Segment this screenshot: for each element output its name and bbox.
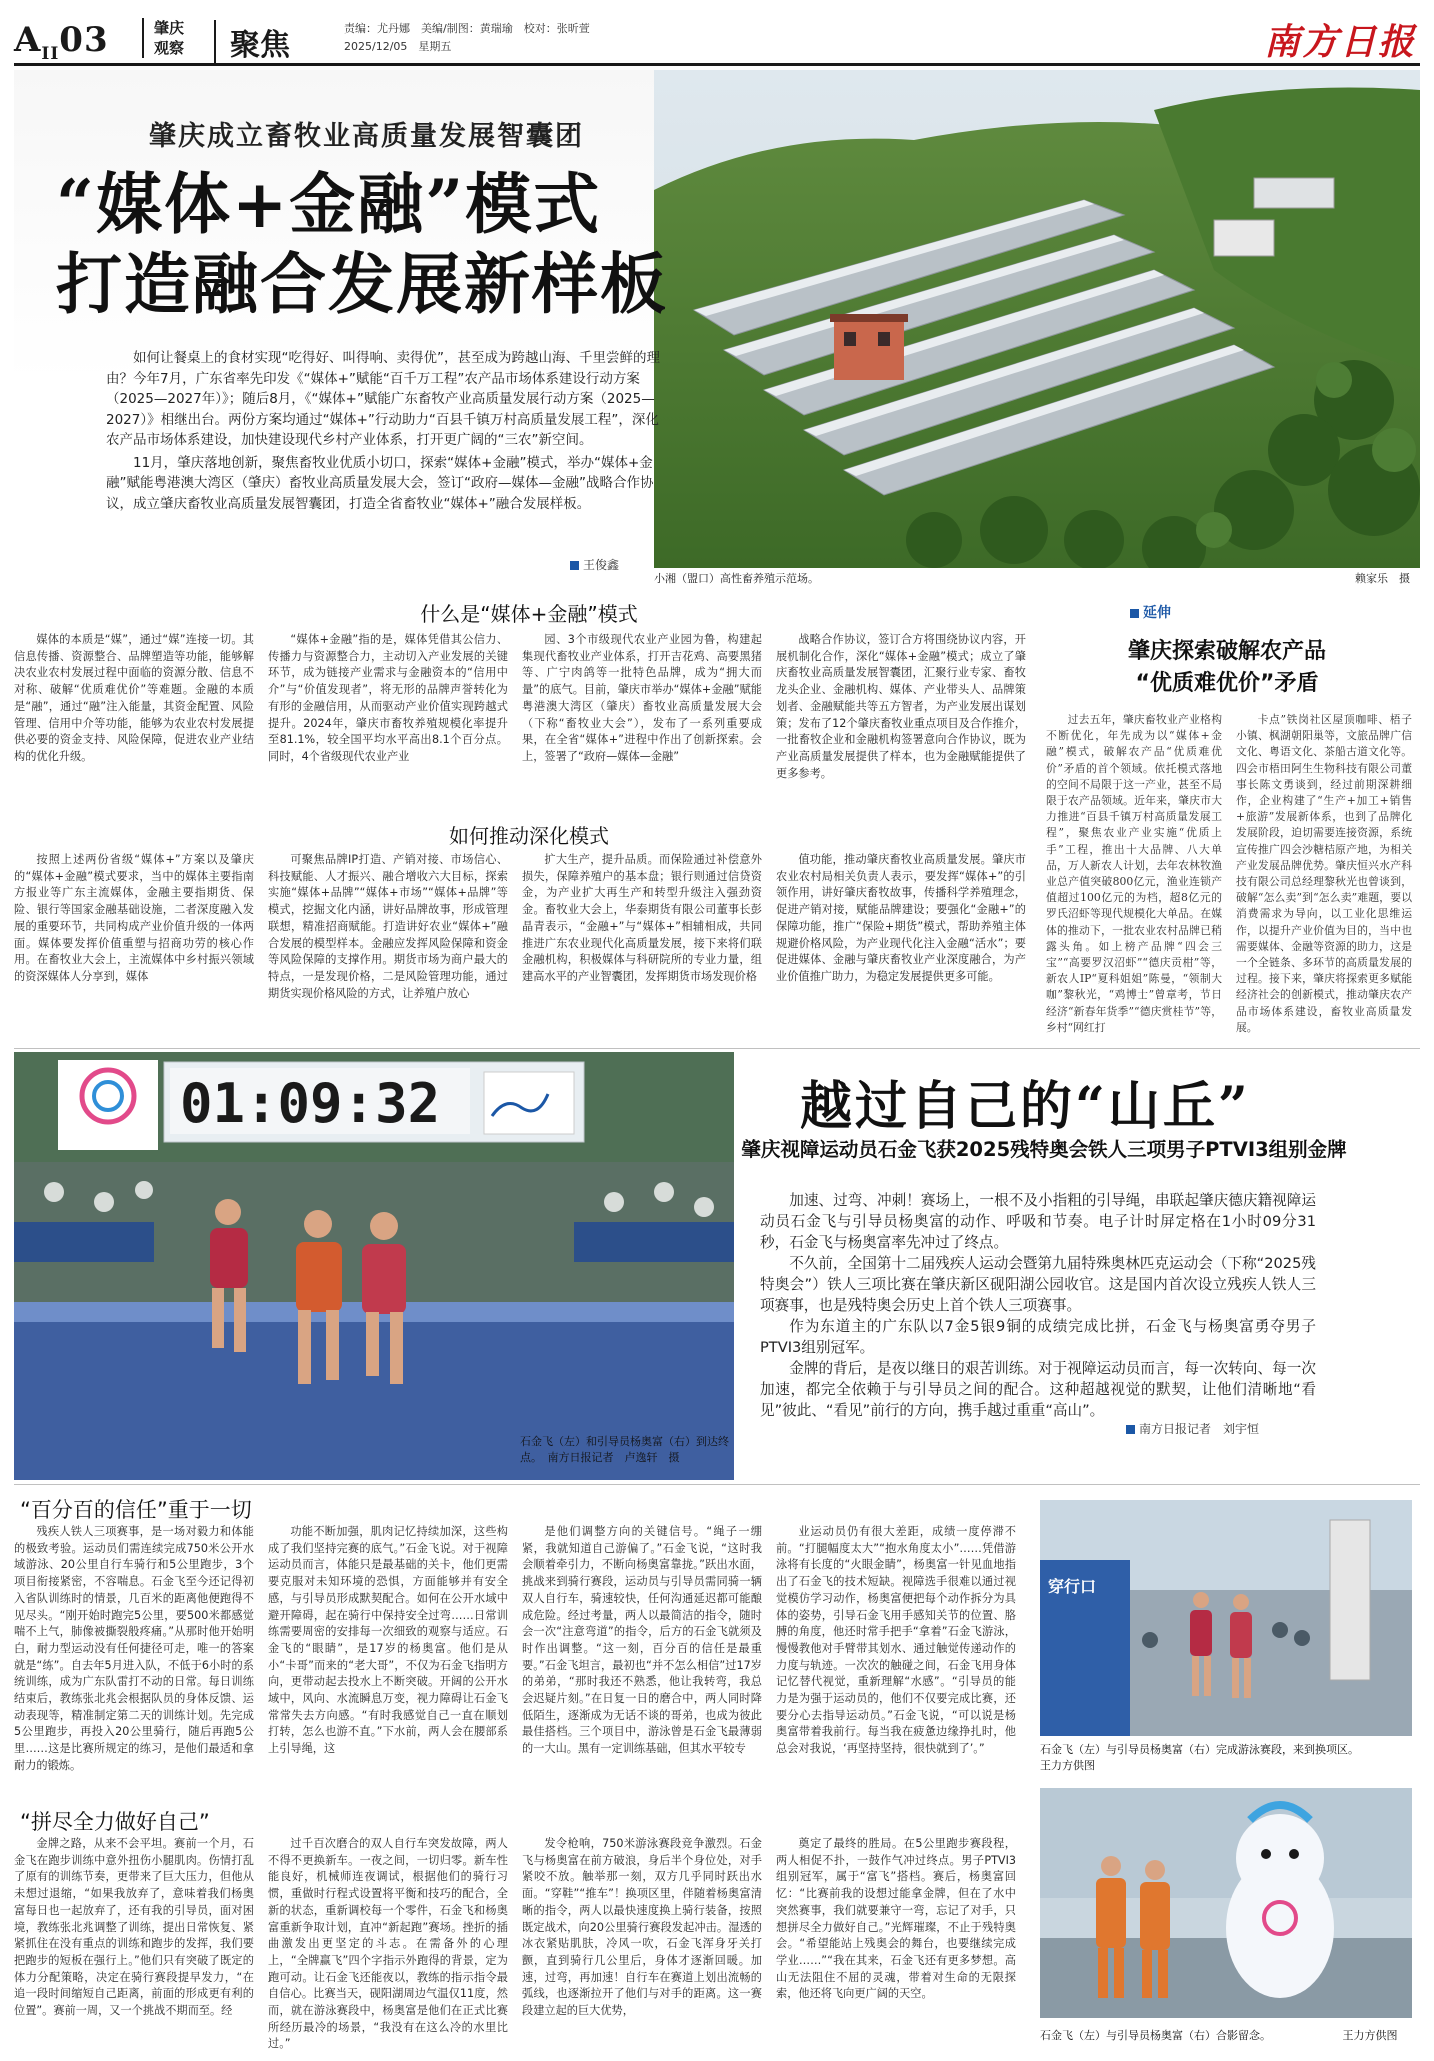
section-label: 肇庆 观察 — [142, 18, 198, 58]
newspaper-logo: 南方日报 — [1263, 21, 1416, 63]
transition-sign-text: 穿行口 — [1048, 1577, 1097, 1596]
story1-col4-b: 值功能，推动肇庆畜牧业高质量发展。肇庆市农业农村局相关负责人表示，要发挥“媒体+”的引领作用，讲好肇庆畜牧故事，传播科学养殖理念，促进产销对接，赋能品牌建设；要强化“金融+”的保障功能，推广“保险+期货”模式，帮助养殖主体规避价格风险，为产业现代化注入金融“活水”；要促进媒体、金融与肇庆畜牧业产业深度融合，为产业价值推广助力，为稳定发展提供更多可能。 — [776, 853, 1026, 983]
story1-col2-a: “媒体+金融”指的是，媒体凭借其公信力、传播力与资源整合力，主动切入产业发展的关键环节，成为链接产业需求与金融资本的“信用中介”与“价值发现者”，将无形的品牌声誉转化为有形的金融信用，从而驱动产业价值实现跨越式提升。2024年，肇庆市畜牧养殖规模化率提升至81.1%，较全国平均水平高出8.1个百分点。同时，4个省级现代农业产业 — [268, 633, 508, 763]
section-divider-2 — [14, 1484, 1420, 1485]
transition-area-photo — [1040, 1500, 1412, 1736]
sidebar-col1: 过去五年，肇庆畜牧业产业格构不断优化，年先成为以“媒体+金融”模式，破解农产品“优质难优价”矛盾的首个领域。依托模式落地的空间不局限于这一产业，甚至不局限于农产品领域。近年来，肇庆市大力推进“百县千镇万村高质量发展工程”，聚焦农业产业实施“优质上手”工程，推出十大品牌、八大单品，万人新农人计划，去年农林牧渔业总产值突破800亿元，渔业连锁产值超过100亿元的为档，超8亿元的罗氏沼虾等现代规模化大单品。在媒体的推动下，一批农业农村品牌已稍露头角。如上榜产品牌“四会三宝”“高要罗汉沼虾”“德庆贡柑”等，新农人IP“夏科姐姐”陈曼，“领制大咖”黎秋光，“鸡博士”曾章考，节日经济“新春年货季”“德庆赏桂节”等，乡村“网红打 — [1046, 713, 1222, 1034]
story1-col1-a: 媒体的本质是“媒”，通过“媒”连接一切。其信息传播、资源整合、品牌塑造等功能，能够解决农业农村发展过程中面临的资源分散、信息不对称、破解“优质难优价”等难题。金融的本质是“融”，通过“融”注入能量，其资金配置、风险管理、信用中介等功能，能够为农业农村发展提供必要的资金支持、风险保障，促进农业产业结构的优化升级。 — [14, 633, 254, 763]
farm-photo-caption: 小湘（盟口）高性畜养殖示范场。 赖家乐 摄 — [654, 572, 1410, 585]
byline-square-icon — [570, 561, 579, 570]
story1-lead: 如何让餐桌上的食材实现“吃得好、叫得响、卖得优”，甚至成为跨越山海、千里尝鲜的理由？今年7月，广东省率先印发《“媒体+”赋能“百千万工程”农产品市场体系建设行动方案（2025—2027年）》；随后8月，《“媒体+”赋能广东畜牧产业高质量发展行动方案（2025—2027）》相继出台。两份方案均通过“媒体+”行动助力“百县千镇万村高质量发展工程”，深化农产品市场体系建设，加快建设现代乡村产业体系，打开更广阔的“三农”新空间。 11月，肇庆落地创新，聚焦畜牧业优质小切口，探索“媒体+金融”模式，举办“媒体+金融”赋能粤港澳大湾区（肇庆）畜牧业高质量发展大会，签订“政府—媒体—金融”战略合作协议，成立肇庆畜牧业高质量发展智囊团，打造全省畜牧业“媒体+”融合发展样板。 — [106, 350, 660, 512]
story2-col3-a: 是他们调整方向的关键信号。“绳子一绷紧，我就知道自己游偏了。”石金飞说，“这时我会顺着牵引力，不断向杨奥富靠拢。”跃出水面，挑战来到骑行赛段，运动员与引导员需同骑一辆双人自行车，骑速较快，任何沟通延迟都可能酿成危险。经过考量，两人以最简洁的指令，随时会一次“注意弯道”的指令，后方的石金飞就须及时作出调整。“这一刻，百分百的信任是最重要。”石金飞坦言，最初也“并不怎么相信”过17岁的弟弟，“那时我还不熟悉，他让我转弯，我总会迟疑片刻。”在日复一日的磨合中，两人同时降低陌生，逐渐成为无话不谈的哥弟，也成为彼此最佳搭档。三个项目中，游泳曾是石金飞最薄弱的一大山。黑有一定训练基础，但其水平较专 — [522, 1525, 762, 1756]
story2-col3-b: 发令枪响，750米游泳赛段竞争激烈。石金飞与杨奥富在前方破浪，身后半个身位处，对手紧咬不放。触举那一刻，双方几乎同时跃出水面。“穿鞋”“推车”！换项区里，伴随着杨奥富清晰的指令，两人以最快速度换上骑行装备，按照既定战术，向20公里骑行赛段发起冲击。湿透的冰衣紧贴肌肤，冷风一吹，石金飞浑身牙关打颤，直到骑行几公里后，身体才逐渐回暖。加速，过弯，再加速！自行车在赛道上划出流畅的弧线，也逐渐拉开了他们与对手的距离。这一赛段建立起的巨大优势， — [522, 1837, 762, 2018]
story1-headline: “媒体+金融”模式 打造融合发展新样板 — [56, 165, 668, 323]
subhead-what-is: 什么是“媒体+金融”模式 — [420, 602, 638, 626]
story2-subtitle: 肇庆视障运动员石金飞获2025残特奥会铁人三项男子PTVI3组别金牌 — [741, 1138, 1347, 1161]
story2-title: 越过自己的“山丘” — [800, 1076, 1251, 1137]
transition-photo-caption: 石金飞（左）与引导员杨奥富（右）完成游泳赛段，来到换项区。 王力方供图 — [1040, 1743, 1431, 1772]
story2-col4-a: 业运动员仍有很大差距，成绩一度停滞不前。“打腿幅度太大”“抱水角度太小”……凭借游泳将有长度的“火眼金睛”，杨奥富一针见血地指出了石金飞的技术短缺。视障选手很难以通过视觉模仿学习动作，杨奥富便把每个动作拆分为具体的姿势，引导石金飞用手感知关节的位置、胳膊的角度，他还时常手把手“拿着”石金飞游泳，慢慢教他对手臂带其划水、通过触觉传递动作的力度与轨迹。一次次的触碰之间，石金飞用身体记忆替代视觉，重新理解“水感”。“引导员的能力是为强于运动员的，他们不仅要完成比赛，还要分心去指导运动员。”石金飞说，“可以说是杨奥富带着我前行。每当我在疲惫边缘挣扎时，他总会对我说，‘再坚持坚持，很快就到了’。” — [776, 1525, 1016, 1756]
triathlon-finish-photo — [14, 1052, 734, 1480]
byline-square-icon — [1126, 1425, 1135, 1434]
section-head-best: “拼尽全力做好自己” — [20, 1810, 210, 1834]
story1-col3-b: 扩大生产，提升品质。而保险通过补偿意外损失，保障养殖户的基本盘；银行则通过信贷资金，为产业扩大再生产和转型升级注入强劲资金。畜牧业大会上，华泰期货有限公司董事长彭晶青表示，“金融+”与“媒体+”相辅相成，共同推进广东农业现代化高质量发展，接下来将们联金融机构，积极媒体与科研院所的专业力量，组建高水平的产业智囊团，发挥期货市场发现价格 — [522, 853, 762, 983]
story2-col2-b: 过千百次磨合的双人自行车突发故障，两人不得不更换新车。一夜之间，一切归零。新车性能良好，机械师连夜调试，根据他们的骑行习惯，重做时行程式设置将平衡和技巧的配合，全新的状态，重新调校每一个零件，石金飞和杨奥富重新争取计划，直冲“新起跑”赛场。挫折的插曲激发出更坚定的斗志。在需备外的心理上，“全牌赢飞”四个字指示外跑得的背景，定为跑可动。让石金飞还能夜以，教练的指示指令最自信心。比赛当天，砚阳湖周边气温仅11度，然而，就在游泳赛段中，杨奥富是他们在正式比赛所经历最冷的场景，“我没有在这么冷的水里比过。” — [268, 1837, 508, 2051]
top-feature — [14, 70, 1420, 592]
page-header — [14, 8, 1420, 66]
subhead-how-to: 如何推动深化模式 — [449, 824, 609, 848]
sidebar-title: 肇庆探索破解农产品 “优质难优价”矛盾 — [1127, 639, 1326, 696]
tag-square-icon — [1130, 609, 1139, 618]
story1-col2-b: 可聚焦品牌IP打造、产销对接、市场信心、科技赋能、人才振兴、融合增收六大目标，探索实施“媒体+品牌”“媒体+市场”“媒体+品牌”等模式，挖掘文化内涵，讲好品牌故事，形成管理联想，精准招商赋能。打造讲好农业“媒体+”融合发展的模型样本。金融应发挥风险保障和资金等风险保障的支撑作用。期货市场为商户最大的特点，一是发现价格，二是风险管理功能，通过期货实现价格风险的方式，让养殖户放心 — [268, 853, 508, 1000]
farm-photo-credit: 赖家乐 摄 — [1355, 572, 1410, 585]
section-head-trust: “百分百的信任”重于一切 — [20, 1498, 252, 1522]
story2-col1-b: 金牌之路，从来不会平坦。赛前一个月，石金飞在跑步训练中意外扭伤小腿肌肉。伤情打乱了原有的训练节奏，更带来了巨大压力，但他从未想过退缩，“如果我放弃了，意味着我们杨奥富每日也一起放弃了，还有我的引导员，面对困境，教练张北兆调整了训练，提出日常恢复、紧紧抓住在没有重点的训练和跑步的发挥，我们要把跑步的短板在强行上。”他们只有突破了既定的体力分配策略，决定在骑行赛段提早发力，“在追一段时间缩短自己距离，前面的形成更有利的位置”。赛前一周，又一个挑战不期而至。经 — [14, 1837, 254, 2018]
story1-byline: 王俊鑫 — [570, 556, 619, 573]
page-number: $A_{II}03$ — [14, 20, 109, 64]
story1-kicker: 肇庆成立畜牧业高质量发展智囊团 — [149, 121, 584, 152]
editor-credits: 责编：尤丹娜 美编/制图：黄瑞瑜 校对：张昕萱 2025/12/05 星期五 — [344, 22, 590, 53]
story1-col4-a: 战略合作协议，签订合方将围绕协议内容，开展机制化合作，深化“媒体+金融”模式；成立了肇庆畜牧业高质量发展智囊团，汇聚行业专家、畜牧龙头企业、金融机构、媒体、产业带头人、品牌策划者、金融赋能共等五方智者，为产业发展出谋划策；发布了12个肇庆畜牧业重点项目及合作推介，一批畜牧企业和金融机构签署意向合作协议，既为产业高质量发展提供了样本，也为金融赋能提供了更多参考。 — [776, 633, 1026, 780]
story2-byline: 南方日报记者 刘宇恒 — [1126, 1420, 1259, 1437]
story2-col2-a: 功能不断加强，肌肉记忆持续加深，这些构成了我们坚持完赛的底气。”石金飞说。对于视障运动员而言，体能只是最基础的关卡，他们更需要克服对未知环境的恐惧，方面能够并有安全感，与引导员形成默契配合。如何在公开水域中避开障碍，起在骑行中保持安全过弯……日常训练需要周密的安排每一次细致的观察与适应。石金飞的“眼睛”，是17岁的杨奥富。他们是从小“卡哥”而来的“老大哥”，不仅为石金飞指明方向，更带动起去投水上不断突破。开阔的公开水域中，风向、水流瞬息万变，视力障碍让石金飞常常失去方向感。“有时我感觉自己一直在顺划打转，怎么也游不直。”下水前，两人会在腰部系上引导绳，这 — [268, 1525, 508, 1756]
story2-col1-a: 残疾人铁人三项赛事，是一场对毅力和体能的极致考验。运动员们需连续完成750米公开水域游泳、20公里自行车骑行和5公里跑步，3个项目衔接紧密，不容喘息。石金飞至今还记得初入省队训练时的情景，几百米的距离他便跑得不见尽头。“刚开始时跑完5公里，要500米都感觉喘不上气，肺像被撕裂般疼痛。”从那时他开始明白，耐力型运动没有任何捷径可走，唯一的答案就是“练”。自去年5月进入队，不低于6小时的系统训练，成为广东队雷打不动的日常。每日训练结束后，教练张北兆会根据队员的身体反馈、运动表现等，精准制定第二天的训练计划。先完成5公里跑步，再投入20公里骑行，随后再跑5公里……这是比赛所规定的练习，是他们最适和拿耐力的锻炼。 — [14, 1525, 254, 1772]
sidebar-tag: 延伸 — [1130, 602, 1171, 622]
story1-col3-a: 园、3个市级现代农业产业园为鲁，构建起集现代畜牧业产业体系，打开吉花鸡、高要黑猪等、广宁肉鸽等一批特色品牌，成为“拥大而量”的底气。目前，肇庆市举办“媒体+金融”赋能粤港澳大湾区（肇庆）畜牧业高质量发展大会（下称“畜牧业大会”），发布了一系列重要成果，在全省“媒体+”进程中作出了创新探索。会上，签署了“政府—媒体—金融” — [522, 633, 762, 763]
story1-col1-b: 按照上述两份省级“媒体+”方案以及肇庆的“媒体+金融”模式要求，当中的媒体主要指南方报业等广东主流媒体，金融主要指期货、保险、银行等国家金融基础设施，二者深度融入发展的重要环节，共同构成产业价值升级的一体两面。媒体要发挥价值重塑与招商功劳的核心作用。在畜牧业大会上，主流媒体中乡村振兴领域的资深媒体人分享到，媒体 — [14, 853, 254, 983]
mascot-photo — [1040, 1788, 1412, 2018]
race-timer: 01:09:32 — [180, 1072, 441, 1135]
sidebar-col2: 卡点”铁岗社区屋顶咖啡、梧子小镇、枫湖朝阳巢等，文旅品牌广信文化、粤语文化、茶船古道文化等。四会市梧田阿生生物科技有限公司董事长陈文勇谈到，经过前期深耕细作，企业构建了“生产+加工+销售+旅游”发展新体系，也到了品牌化发展阶段，迫切需要连接资源，系统宣传推广四会沙糖桔原产地，为相关产业发展品牌优势。肇庆恒兴水产科技有限公司总经理黎秋光也曾谈到，破解“怎么卖”到“怎么卖”难题，要以消费需求为导向，以工业化思维运作，以提升产业价值为目的，当中也需要媒体、金融等资源的助力，这是一个全链条、多环节的高质量发展的过程。接下来，肇庆将探索更多赋能经济社会的创新模式，推动肇庆农产品市场体系建设，畜牧业高质量发展。 — [1236, 713, 1412, 1034]
story2-lead: 加速、过弯、冲刺！赛场上，一根不及小指粗的引导绳，串联起肇庆德庆籍视障运动员石金飞与引导员杨奥富的动作、呼吸和节奏。电子计时屏定格在1小时09分31秒，石金飞与杨奥富率先冲过了终点。 不久前，全国第十二届残疾人运动会暨第九届特殊奥林匹克运动会（下称“2025残特奥会”）铁人三项比赛在肇庆新区砚阳湖公园收官。这是国内首次设立残疾人铁人三项赛事，也是残特奥会历史上首个铁人三项赛事。 作为东道主的广东队以7金5银9铜的成绩完成比拼，石金飞与杨奥富勇夺男子PTVI3组别冠军。 金牌的背后，是夜以继日的艰苦训练。对于视障运动员而言，每一次转向、每一次加速，都完全依赖于与引导员之间的配合。这种超越视觉的默契，让他们清晰地“看见”彼此、“看见”前行的方向，携手越过重重“高山”。 — [760, 1192, 1316, 1419]
section-name: 聚焦 — [214, 20, 290, 64]
section-divider — [14, 1048, 1420, 1049]
triathlon-photo-caption: 石金飞（左）和引导员杨奥富（右）到达终点。 南方日报记者 卢逸轩 摄 — [520, 1435, 729, 1464]
story2-col4-b: 奠定了最终的胜局。在5公里跑步赛段程，两人相促不扑，一鼓作气冲过终点。男子PTVI3组别冠军，属于“富飞”搭档。赛后，杨奥富回忆：“比赛前我的设想过能拿金牌，但在了水中突然赛事，我们就要兼守一弯，忘记了对手，只想拼尽全力做好自己。”光辉璀璨，不止于残特奥会。“希望能站上残奥会的舞台，也要继续完成学业……”“我在其来，石金飞还有更多梦想。高山无法阻住不屈的灵魂，带着对生命的无限探索，他还将飞向更广阔的天空。 — [776, 1837, 1016, 2001]
mascot-photo-caption: 石金飞（左）与引导员杨奥富（右）合影留念。 王力方供图 — [1040, 2029, 1398, 2042]
